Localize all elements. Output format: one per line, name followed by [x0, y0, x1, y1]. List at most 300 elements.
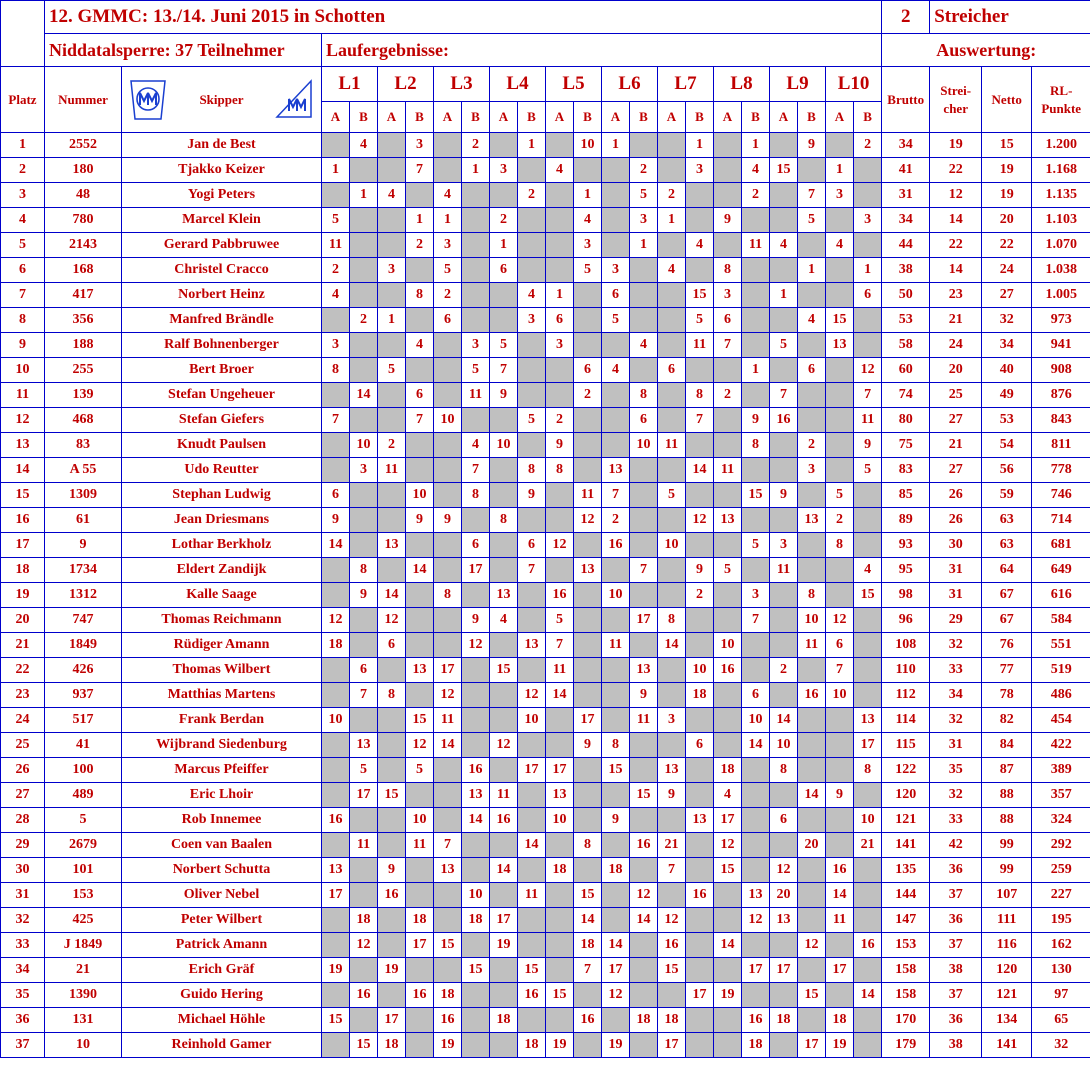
race-result-cell: 10: [462, 883, 490, 908]
race-result-cell: 10: [658, 533, 686, 558]
brutto-cell: 58: [882, 333, 930, 358]
nummer-cell: 41: [45, 733, 122, 758]
race-result-cell: [574, 408, 602, 433]
race-result-cell: [406, 583, 434, 608]
race-result-cell: [434, 133, 462, 158]
race-result-cell: 4: [462, 433, 490, 458]
race-result-cell: [826, 983, 854, 1008]
race-result-cell: 14: [574, 908, 602, 933]
race-result-cell: 1: [518, 133, 546, 158]
streicher-cell: 42: [930, 833, 982, 858]
streicher-cell: 30: [930, 533, 982, 558]
race-result-cell: 12: [770, 858, 798, 883]
brutto-cell: 112: [882, 683, 930, 708]
nummer-cell: 100: [45, 758, 122, 783]
table-row: [1, 558, 1090, 583]
race-result-cell: [854, 1033, 882, 1058]
brutto-cell: 158: [882, 983, 930, 1008]
race-result-cell: 18: [602, 858, 630, 883]
race-result-cell: [630, 133, 658, 158]
race-result-cell: [714, 708, 742, 733]
race-result-cell: 3: [462, 333, 490, 358]
race-sub-header-b: B: [742, 102, 770, 133]
race-result-cell: 7: [350, 683, 378, 708]
race-result-cell: [714, 908, 742, 933]
race-result-cell: [742, 858, 770, 883]
table-row: [1, 458, 1090, 483]
race-header-l8: L8: [714, 67, 770, 102]
netto-cell: 40: [982, 358, 1032, 383]
nummer-cell: 188: [45, 333, 122, 358]
race-result-cell: 7: [574, 958, 602, 983]
race-result-cell: 12: [630, 883, 658, 908]
platz-cell: 3: [1, 183, 45, 208]
race-result-cell: 7: [770, 383, 798, 408]
race-result-cell: 16: [490, 808, 518, 833]
streicher-cell: 36: [930, 1008, 982, 1033]
race-result-cell: 5: [462, 358, 490, 383]
brutto-cell: 121: [882, 808, 930, 833]
club-logo-right-icon: [275, 77, 315, 123]
race-result-cell: [322, 383, 350, 408]
race-result-cell: 6: [490, 258, 518, 283]
skipper-cell: Patrick Amann: [122, 933, 322, 958]
race-result-cell: 6: [770, 808, 798, 833]
nummer-cell: 425: [45, 908, 122, 933]
race-result-cell: 17: [742, 958, 770, 983]
race-result-cell: 14: [518, 833, 546, 858]
race-result-cell: 4: [686, 233, 714, 258]
race-result-cell: [322, 783, 350, 808]
platz-cell: 23: [1, 683, 45, 708]
race-result-cell: 14: [742, 733, 770, 758]
race-result-cell: 17: [434, 658, 462, 683]
race-result-cell: [378, 708, 406, 733]
rl-punkte-cell: 941: [1032, 333, 1090, 358]
nummer-cell: 131: [45, 1008, 122, 1033]
race-result-cell: [686, 858, 714, 883]
race-result-cell: [322, 683, 350, 708]
race-result-cell: [630, 258, 658, 283]
race-result-cell: [686, 358, 714, 383]
race-result-cell: 5: [798, 208, 826, 233]
streicher-cell: 22: [930, 158, 982, 183]
brutto-cell: 141: [882, 833, 930, 858]
race-result-cell: [462, 658, 490, 683]
venue-subtitle: Niddatalsperre: 37 Teilnehmer: [45, 34, 322, 67]
brutto-cell: 122: [882, 758, 930, 783]
race-result-cell: [462, 983, 490, 1008]
race-result-cell: 4: [518, 283, 546, 308]
race-result-cell: 15: [462, 958, 490, 983]
race-result-cell: [854, 608, 882, 633]
table-row: [1, 358, 1090, 383]
race-result-cell: 5: [742, 533, 770, 558]
race-result-cell: 1: [406, 208, 434, 233]
race-result-cell: [574, 583, 602, 608]
rl-punkte-cell: 292: [1032, 833, 1090, 858]
brutto-cell: 83: [882, 458, 930, 483]
race-result-cell: 11: [770, 558, 798, 583]
platz-cell: 16: [1, 508, 45, 533]
nummer-cell: 21: [45, 958, 122, 983]
race-result-cell: 7: [322, 408, 350, 433]
streicher-cell: 22: [930, 233, 982, 258]
race-result-cell: [630, 733, 658, 758]
race-result-cell: 18: [350, 908, 378, 933]
race-result-cell: [742, 658, 770, 683]
table-row: [1, 408, 1090, 433]
race-result-cell: [714, 133, 742, 158]
race-result-cell: [434, 608, 462, 633]
race-result-cell: 7: [462, 458, 490, 483]
brutto-cell: 93: [882, 533, 930, 558]
race-result-cell: [406, 1008, 434, 1033]
race-result-cell: 13: [770, 908, 798, 933]
race-result-cell: 9: [602, 808, 630, 833]
race-result-cell: [518, 208, 546, 233]
race-result-cell: 16: [630, 833, 658, 858]
race-result-cell: 3: [742, 583, 770, 608]
race-result-cell: 18: [462, 908, 490, 933]
race-result-cell: [658, 733, 686, 758]
race-result-cell: [406, 258, 434, 283]
race-result-cell: [658, 408, 686, 433]
race-result-cell: [462, 933, 490, 958]
race-result-cell: [462, 283, 490, 308]
race-result-cell: [350, 533, 378, 558]
race-result-cell: 11: [630, 708, 658, 733]
netto-cell: 99: [982, 833, 1032, 858]
nummer-cell: J 1849: [45, 933, 122, 958]
race-result-cell: [350, 958, 378, 983]
race-result-cell: 15: [714, 858, 742, 883]
race-result-cell: [826, 208, 854, 233]
race-result-cell: 13: [798, 508, 826, 533]
race-result-cell: [574, 333, 602, 358]
race-result-cell: 8: [826, 533, 854, 558]
race-result-cell: [770, 783, 798, 808]
table-row: [1, 158, 1090, 183]
table-row: [1, 308, 1090, 333]
race-result-cell: 1: [742, 358, 770, 383]
race-result-cell: [350, 883, 378, 908]
race-result-cell: [378, 158, 406, 183]
rl-punkte-cell: 97: [1032, 983, 1090, 1008]
netto-cell: 49: [982, 383, 1032, 408]
race-result-cell: 10: [686, 658, 714, 683]
race-result-cell: 12: [490, 733, 518, 758]
race-result-cell: 5: [350, 758, 378, 783]
streicher-cell: 14: [930, 258, 982, 283]
race-result-cell: [350, 358, 378, 383]
race-result-cell: [378, 333, 406, 358]
race-result-cell: [658, 383, 686, 408]
rl-punkte-cell: 519: [1032, 658, 1090, 683]
race-result-cell: 6: [742, 683, 770, 708]
race-result-cell: [686, 758, 714, 783]
rl-punkte-cell: 584: [1032, 608, 1090, 633]
race-result-cell: 7: [602, 483, 630, 508]
platz-cell: 27: [1, 783, 45, 808]
race-result-cell: 13: [546, 783, 574, 808]
race-result-cell: [602, 383, 630, 408]
rl-punkte-cell: 130: [1032, 958, 1090, 983]
race-result-cell: [378, 508, 406, 533]
netto-cell: 82: [982, 708, 1032, 733]
race-result-cell: 6: [854, 283, 882, 308]
race-result-cell: [826, 383, 854, 408]
race-result-cell: [714, 883, 742, 908]
nummer-cell: A 55: [45, 458, 122, 483]
race-result-cell: [490, 758, 518, 783]
streicher-cell: 23: [930, 283, 982, 308]
race-result-cell: 19: [546, 1033, 574, 1058]
race-result-cell: 9: [462, 608, 490, 633]
race-result-cell: [322, 433, 350, 458]
race-result-cell: 2: [546, 408, 574, 433]
race-result-cell: 3: [574, 233, 602, 258]
race-result-cell: [770, 433, 798, 458]
skipper-cell: Erich Gräf: [122, 958, 322, 983]
race-result-cell: 14: [490, 858, 518, 883]
race-sub-header-b: B: [854, 102, 882, 133]
race-result-cell: 16: [854, 933, 882, 958]
skipper-cell: Gerard Pabbruwee: [122, 233, 322, 258]
rl-punkte-cell: 1.135: [1032, 183, 1090, 208]
race-result-cell: [322, 308, 350, 333]
race-result-cell: [518, 233, 546, 258]
race-result-cell: [714, 683, 742, 708]
netto-cell: 63: [982, 533, 1032, 558]
race-result-cell: 12: [518, 683, 546, 708]
skipper-cell: Manfred Brändle: [122, 308, 322, 333]
race-header-l4: L4: [490, 67, 546, 102]
race-result-cell: 2: [490, 208, 518, 233]
race-result-cell: [574, 533, 602, 558]
race-result-cell: [770, 1033, 798, 1058]
race-result-cell: [602, 683, 630, 708]
race-result-cell: 6: [714, 308, 742, 333]
table-row: [1, 208, 1090, 233]
race-result-cell: [378, 733, 406, 758]
race-result-cell: [854, 233, 882, 258]
netto-cell: 120: [982, 958, 1032, 983]
race-result-cell: [490, 283, 518, 308]
skipper-cell: Jan de Best: [122, 133, 322, 158]
race-result-cell: [518, 783, 546, 808]
race-result-cell: [462, 683, 490, 708]
brutto-cell: 114: [882, 708, 930, 733]
race-result-cell: 9: [434, 508, 462, 533]
race-result-cell: 10: [798, 608, 826, 633]
skipper-cell: Frank Berdan: [122, 708, 322, 733]
table-row: [1, 583, 1090, 608]
race-result-cell: 15: [742, 483, 770, 508]
netto-cell: 19: [982, 183, 1032, 208]
race-result-cell: [434, 633, 462, 658]
race-result-cell: [350, 158, 378, 183]
rl-punkte-cell: 162: [1032, 933, 1090, 958]
race-result-cell: 7: [742, 608, 770, 633]
netto-cell: 141: [982, 1033, 1032, 1058]
race-result-cell: 19: [490, 933, 518, 958]
race-result-cell: 18: [378, 1033, 406, 1058]
race-result-cell: [602, 1008, 630, 1033]
race-result-cell: 18: [406, 908, 434, 933]
rl-punkte-cell: 422: [1032, 733, 1090, 758]
race-result-cell: 4: [350, 133, 378, 158]
race-result-cell: 8: [434, 583, 462, 608]
race-result-cell: 6: [518, 533, 546, 558]
streicher-cell: 37: [930, 933, 982, 958]
race-result-cell: 16: [826, 858, 854, 883]
skipper-cell: Thomas Reichmann: [122, 608, 322, 633]
race-result-cell: [518, 808, 546, 833]
race-result-cell: [854, 333, 882, 358]
race-result-cell: [714, 1033, 742, 1058]
race-result-cell: 12: [546, 533, 574, 558]
rl-punkte-cell: 1.200: [1032, 133, 1090, 158]
race-result-cell: [378, 133, 406, 158]
platz-cell: 30: [1, 858, 45, 883]
race-result-cell: 13: [434, 858, 462, 883]
race-result-cell: 3: [658, 708, 686, 733]
race-result-cell: [574, 783, 602, 808]
netto-cell: 87: [982, 758, 1032, 783]
race-result-cell: [462, 183, 490, 208]
race-result-cell: 9: [714, 208, 742, 233]
race-result-cell: [574, 1033, 602, 1058]
race-result-cell: 1: [742, 133, 770, 158]
table-row: [1, 133, 1090, 158]
platz-cell: 18: [1, 558, 45, 583]
race-result-cell: [854, 858, 882, 883]
skipper-cell: Rob Innemee: [122, 808, 322, 833]
race-sub-header-a: A: [602, 102, 630, 133]
netto-cell: 20: [982, 208, 1032, 233]
race-result-cell: 1: [462, 158, 490, 183]
race-result-cell: [714, 433, 742, 458]
race-result-cell: 5: [826, 483, 854, 508]
race-result-cell: 3: [686, 158, 714, 183]
race-result-cell: 17: [574, 708, 602, 733]
race-result-cell: [574, 283, 602, 308]
race-result-cell: 15: [546, 983, 574, 1008]
race-result-cell: [826, 133, 854, 158]
race-result-cell: 18: [826, 1008, 854, 1033]
race-result-cell: [630, 758, 658, 783]
race-result-cell: 14: [602, 933, 630, 958]
event-title: 12. GMMC: 13./14. Juni 2015 in Schotten: [45, 1, 882, 34]
race-result-cell: [658, 283, 686, 308]
race-result-cell: 12: [350, 933, 378, 958]
streicher-cell: 36: [930, 908, 982, 933]
race-result-cell: 10: [518, 708, 546, 733]
table-row: [1, 808, 1090, 833]
skipper-cell: Knudt Paulsen: [122, 433, 322, 458]
race-result-cell: [686, 1008, 714, 1033]
race-result-cell: [742, 458, 770, 483]
race-result-cell: [322, 908, 350, 933]
race-header-l2: L2: [378, 67, 434, 102]
race-result-cell: 8: [462, 483, 490, 508]
race-result-cell: [714, 583, 742, 608]
skipper-cell: Guido Hering: [122, 983, 322, 1008]
race-result-cell: [490, 833, 518, 858]
table-row: [1, 283, 1090, 308]
race-result-cell: 10: [322, 708, 350, 733]
rl-punkte-cell: 811: [1032, 433, 1090, 458]
platz-cell: 10: [1, 358, 45, 383]
race-result-cell: [798, 283, 826, 308]
race-result-cell: [322, 983, 350, 1008]
race-result-cell: [630, 858, 658, 883]
race-result-cell: 16: [714, 658, 742, 683]
race-result-cell: 12: [826, 608, 854, 633]
race-result-cell: [490, 308, 518, 333]
race-result-cell: [770, 583, 798, 608]
race-result-cell: [574, 758, 602, 783]
race-result-cell: [602, 908, 630, 933]
streicher-cell: 32: [930, 783, 982, 808]
race-result-cell: [602, 433, 630, 458]
table-row: [1, 333, 1090, 358]
race-result-cell: 5: [490, 333, 518, 358]
nummer-cell: 168: [45, 258, 122, 283]
race-result-cell: [658, 983, 686, 1008]
race-result-cell: 17: [546, 758, 574, 783]
race-result-cell: 6: [546, 308, 574, 333]
platz-cell: 29: [1, 833, 45, 858]
skipper-cell: Norbert Schutta: [122, 858, 322, 883]
race-result-cell: [574, 858, 602, 883]
race-result-cell: [798, 408, 826, 433]
race-result-cell: 12: [434, 683, 462, 708]
race-result-cell: [462, 583, 490, 608]
race-result-cell: [602, 558, 630, 583]
streicher-cell: 26: [930, 508, 982, 533]
race-result-cell: [658, 508, 686, 533]
skipper-cell: Christel Cracco: [122, 258, 322, 283]
race-result-cell: 13: [826, 333, 854, 358]
race-result-cell: [686, 258, 714, 283]
skipper-cell: Reinhold Gamer: [122, 1033, 322, 1058]
rl-punkte-cell: 1.070: [1032, 233, 1090, 258]
race-result-cell: 4: [770, 233, 798, 258]
race-sub-header-b: B: [686, 102, 714, 133]
nummer-cell: 417: [45, 283, 122, 308]
platz-cell: 25: [1, 733, 45, 758]
race-result-cell: [854, 308, 882, 333]
race-result-cell: [770, 608, 798, 633]
nummer-cell: 489: [45, 783, 122, 808]
race-result-cell: [462, 858, 490, 883]
race-result-cell: 5: [602, 308, 630, 333]
race-result-cell: 17: [378, 1008, 406, 1033]
race-result-cell: [826, 258, 854, 283]
race-header-l5: L5: [546, 67, 602, 102]
race-result-cell: 7: [714, 333, 742, 358]
netto-cell: 32: [982, 308, 1032, 333]
brutto-cell: 44: [882, 233, 930, 258]
race-result-cell: [518, 433, 546, 458]
race-result-cell: [518, 158, 546, 183]
race-result-cell: 1: [602, 133, 630, 158]
table-row: [1, 1033, 1090, 1058]
race-result-cell: 9: [658, 783, 686, 808]
race-result-cell: [770, 933, 798, 958]
